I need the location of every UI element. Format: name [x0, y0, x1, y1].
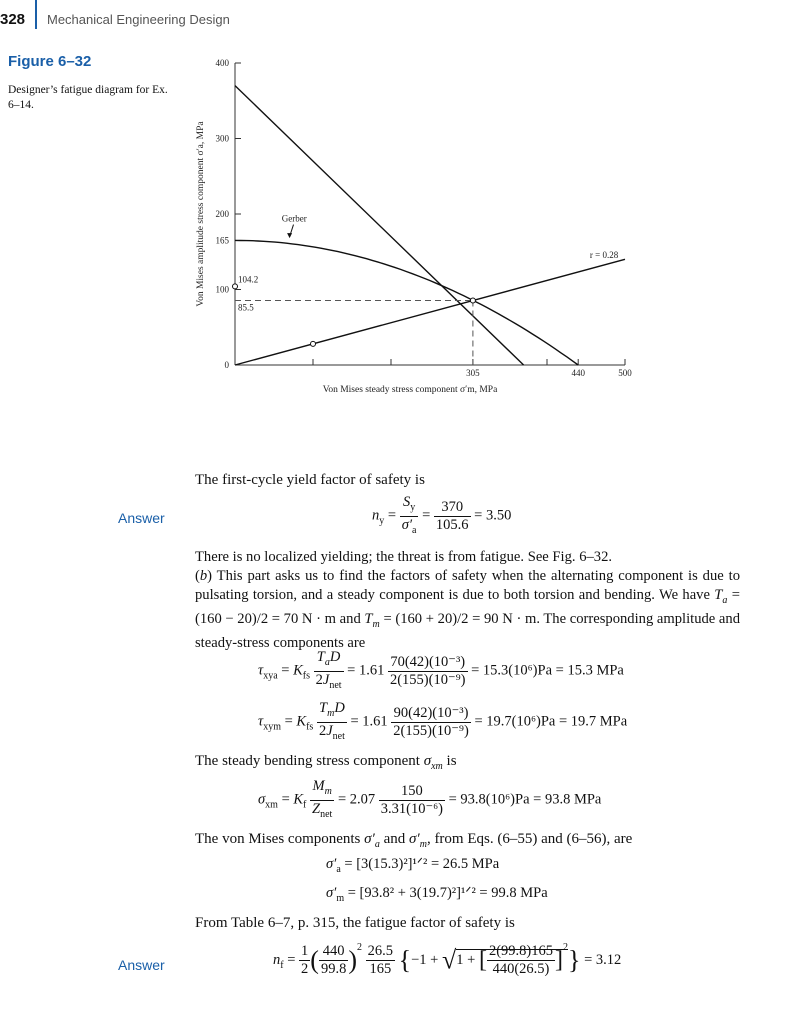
figure-caption: Designer’s fatigue diagram for Ex. 6–14. [8, 84, 168, 111]
series-line-0 [235, 86, 524, 365]
paragraph-2: (b) This part asks us to find the factors of safety when the alternating component is due to pulsating torsion, and a steady component is due to both torsion and bending. We have $T_a = (160 - 20)/2 = 70$ N · m and $T_m = (160 + 20)/2 = 90$ N · m. The corresponding amplitude and steady-stress components are [195, 568, 740, 651]
y-tick-label: 100 [215, 284, 229, 295]
label-165: 165 [215, 235, 229, 246]
label-104: 104.2 [238, 274, 259, 285]
gerber-label: Gerber [281, 213, 307, 224]
y-tick-label: 200 [215, 209, 229, 219]
series-line-1 [235, 240, 578, 365]
y-tick-label: 300 [215, 133, 229, 144]
load-line-label: r = 0.28 [589, 249, 619, 260]
eq-sigma-xm: $\sigma_{xm} = K_f$ $\frac{M_m}{Z_{net}}$ = 2.07 $\frac{150}{\text{3.31(10⁻⁶)}}$ = 93.8(10⁶)Pa = 93.8 MPa [258, 778, 602, 820]
eq-tau-xym: $\tau_{xym} = K_{fs}$ $\frac{T_mD}{2J_{net}}$ = 1.61 $\frac{\text{90(42)(10⁻³)}}{\text{2(155)(10⁻⁹)}}$ = 19.7(10⁶)Pa = 19.7 MPa [258, 700, 628, 742]
intro-text: The first-cycle yield factor of safety is [195, 472, 425, 488]
y-axis-title: Von Mises amplitude stress component σ′a, MPa [196, 121, 206, 307]
y-point-104 [233, 284, 238, 289]
label-85: 85.5 [238, 302, 254, 313]
x-tick-label: 440 [571, 368, 585, 378]
eq-fatigue-factor: $n_f$ = $\frac{1}{2}$ ( $\frac{440}{99.8}$ )$^2$ $\frac{26.5}{165}$ {−1 + √1 + [ $\frac{2(99.8)165}{440(26.5)}$ ]$^2$} = 3.12 [273, 942, 622, 978]
y-tick-label: 400 [215, 58, 229, 68]
eq-tau-xya: $\tau_{xya} = K_{fs}$ $\frac{T_aD}{2J_{net}}$ = 1.61 $\frac{\text{70(42)(10⁻³)}}{\text{2(155)(10⁻⁹)}}$ = 15.3(10⁶)Pa = 15.3 MPa [258, 649, 624, 691]
steady-bending-text: The steady bending stress component $\sigma_{xm}$ is [195, 753, 457, 772]
page-number: 328 [0, 11, 26, 28]
x-tick-label: 305 [466, 368, 480, 378]
table-intro: From Table 6–7, p. 315, the fatigue factor of safety is [195, 915, 515, 931]
von-mises-intro: The von Mises components $\sigma'_a$ and $\sigma'_m$, from Eqs. (6–55) and (6–56), are [195, 831, 633, 850]
eq-yield-factor: $n_y$ = $\frac{S_y}{\sigma'_a}$ = $\frac{370}{105.6}$ = 3.50 [372, 494, 512, 536]
eq-sigma-a: $\sigma'_a$ = [3(15.3)²]¹ᐟ² = 26.5 MPa [326, 856, 500, 875]
paragraph-1: There is no localized yielding; the threat is from fatigue. See Fig. 6–32. [195, 549, 613, 565]
answer-label-2: Answer [118, 957, 165, 973]
running-title: Mechanical Engineering Design [47, 12, 230, 27]
eq-sigma-m: $\sigma'_m = [93.8^2$ + 3(19.7)²]¹ᐟ² = 99.8 MPa [326, 885, 548, 904]
x-axis-title: Von Mises steady stress component σ′m, MPa [322, 385, 498, 395]
answer-label-1: Answer [118, 510, 165, 526]
figure-label: Figure 6–32 [8, 53, 92, 70]
y-tick-label: 0 [224, 360, 229, 370]
x-tick-label: 500 [618, 368, 632, 378]
gerber-arrowhead [287, 233, 292, 238]
header-divider [35, 0, 37, 29]
open-point [311, 341, 316, 346]
intersection-point [470, 298, 475, 303]
fatigue-diagram [190, 50, 650, 410]
